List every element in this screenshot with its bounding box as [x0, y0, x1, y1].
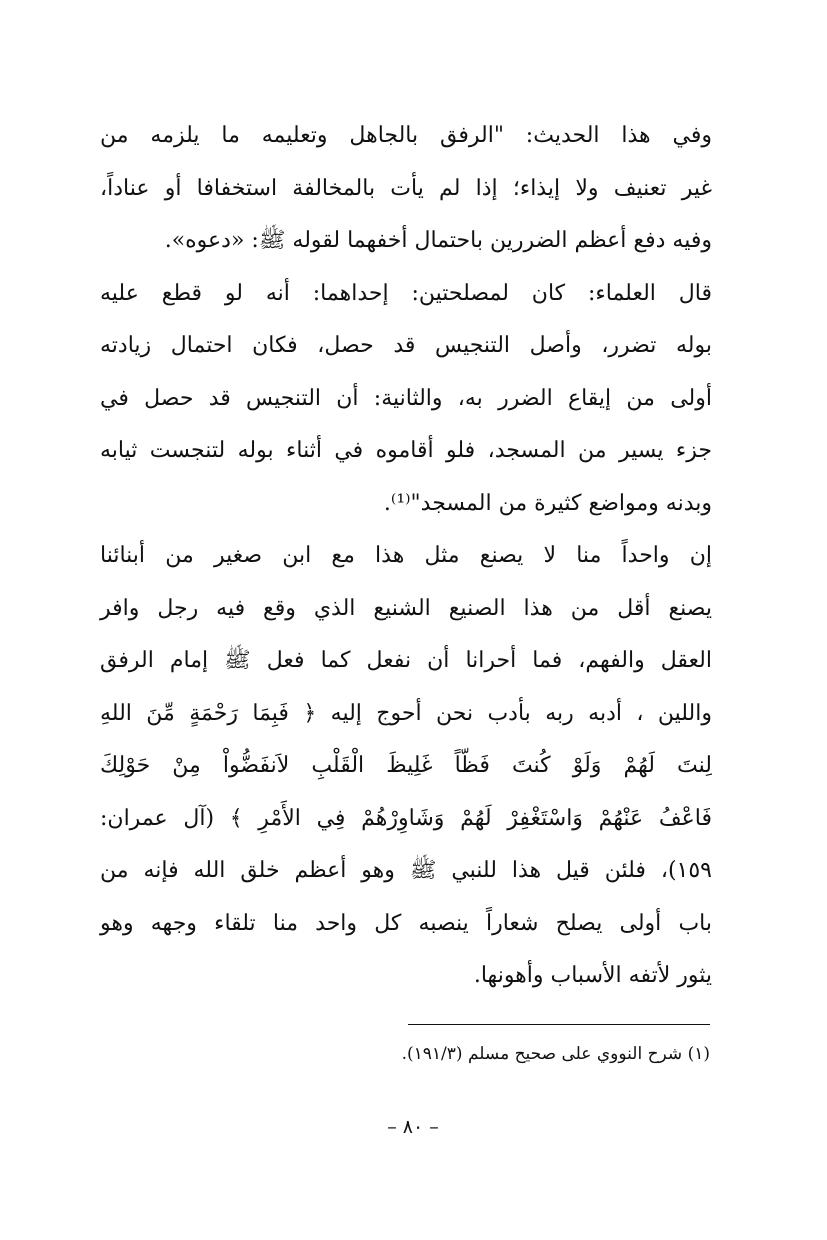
text-line: لِنتَ لَهُمْ وَلَوْ كُنتَ فَظّاً غَلِيظَ الْقَلْبِ لاَنفَضُّواْ مِنْ حَوْلِكَ [100, 753, 712, 778]
text-line: وبدنه ومواضع كثيرة من المسجد"⁽¹⁾. [383, 490, 712, 516]
text-line: جزء يسير من المسجد، فلو أقاموه في أثناء بوله لتنجست ثيابه [100, 438, 712, 463]
text-line: وفيه دفع أعظم الضررين باحتمال أخفهما لقوله ﷺ: «دعوه». [164, 228, 712, 253]
text-line: باب أولى يصلح شعاراً ينصبه كل واحد منا تلقاء وجهه وهو [100, 910, 712, 936]
text-line: بوله تضرر، وأصل التنجيس قد حصل، فكان احتمال زيادته [100, 333, 712, 358]
footnote: (١) شرح النووي على صحيح مسلم (١٩١/٣). [401, 1044, 710, 1064]
page-number: – ٨٠ – [387, 1116, 439, 1138]
text-line: ١٥٩)، فلئن قيل هذا للنبي ﷺ وهو أعظم خلق الله فإنه من [100, 858, 712, 883]
text-line: يثور لأتفه الأسباب وأهونها. [473, 963, 712, 988]
text-line: يصنع أقل من هذا الصنيع الشنيع الذي وقع فيه رجل وافر [100, 595, 712, 621]
text-line: قال العلماء: كان لمصلحتين: إحداهما: أنه لو قطع عليه [100, 280, 712, 306]
text-line: وفي هذا الحديث: "الرفق بالجاهل وتعليمه ما يلزمه من [100, 123, 712, 148]
text-line: العقل والفهم، فما أحرانا أن نفعل كما فعل ﷺ إمام الرفق [100, 648, 712, 673]
main-text [100, 110, 712, 1003]
footnote-divider [408, 1024, 710, 1025]
text-line: إن واحداً منا لا يصنع مثل هذا مع ابن صغير من أبنائنا [100, 543, 712, 568]
text-line: أولى من إيقاع الضرر به، والثانية: أن التنجيس قد حصل في [100, 385, 712, 411]
text-line: فَاعْفُ عَنْهُمْ وَاسْتَغْفِرْ لَهُمْ وَشَاوِرْهُمْ فِي الأَمْرِ ﴾ (آل عمران: [100, 805, 712, 831]
text-line: واللين ، أدبه ربه بأدب نحن أحوج إليه ﴿ فَبِمَا رَحْمَةٍ مِّنَ اللهِ [100, 700, 712, 726]
text-line: غير تعنيف ولا إيذاء؛ إذا لم يأت بالمخالفة استخفافا أو عناداً، [100, 175, 712, 201]
